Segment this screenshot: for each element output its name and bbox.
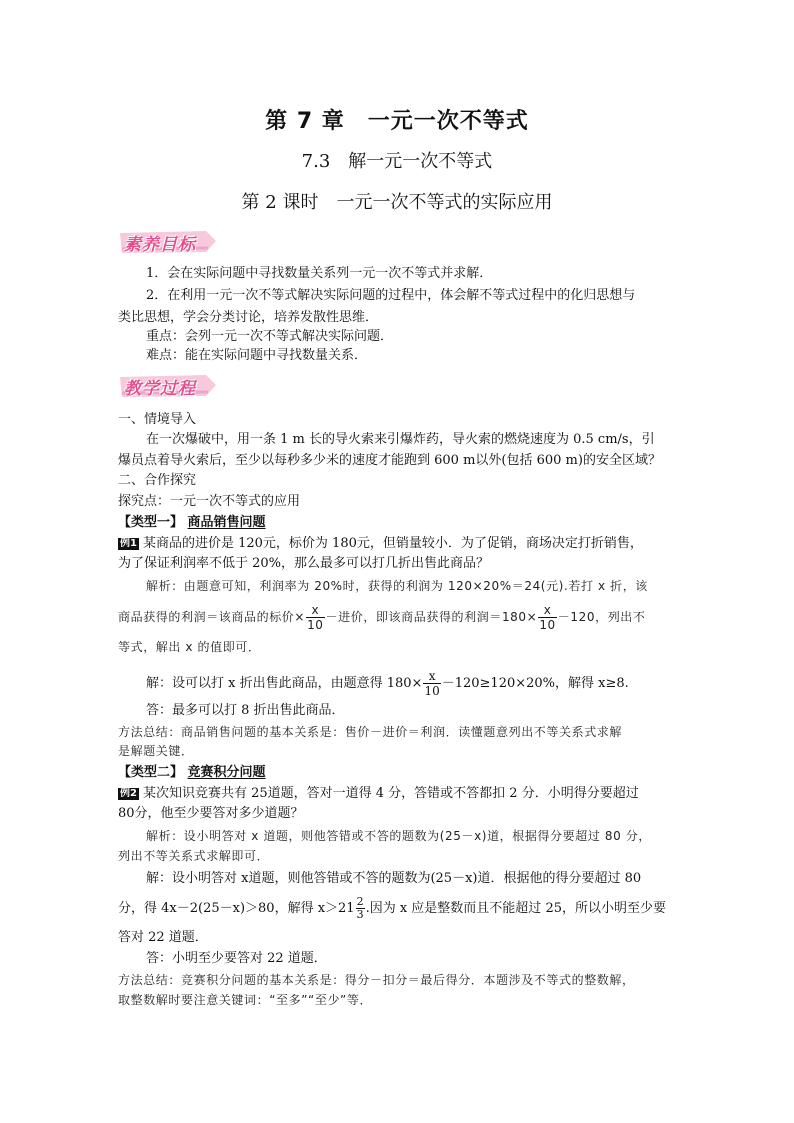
- example2-solution-line2: [118, 896, 688, 921]
- example2-solution-line1: 解：设小明答对 x道题，则他答错或不答的题数为(25－x)道．根据他的得分要超过 80: [146, 871, 642, 886]
- frac-numerator: x: [423, 669, 440, 684]
- frac-two-thirds: [356, 896, 365, 921]
- intro-text-line1: 在一次爆破中，用一条 1 m 长的导火索来引爆炸药，导火索的燃烧速度为 0.5 cm/s，引: [146, 432, 655, 447]
- fraction-x-over-10: [423, 669, 440, 698]
- frac-numerator: 2: [356, 895, 364, 908]
- example1-solution: [146, 669, 688, 698]
- solution2-text-b: .因为 x 应是整数而且不能超过 25，所以小明至少要: [365, 901, 666, 916]
- type1-heading: [118, 515, 688, 531]
- intro-text-line2: 爆员点着导火索后，至少以每秒多少米的速度才能跑到 600 m以外(包括 600 m)的安全区域？: [118, 453, 661, 468]
- explore-heading: 二、合作探究: [118, 473, 197, 488]
- example2-analysis-line1: 解析：设小明答对 x 道题，则他答错或不答的题数为(25－x)道，根据得分要超过 80 分，: [146, 829, 651, 843]
- example2-solution-line3: 答对 22 道题．: [118, 930, 208, 945]
- fraction-x-over-10: [538, 603, 556, 632]
- chapter-title: 第 7 章 一元一次不等式: [265, 109, 529, 134]
- type2-heading: [118, 765, 688, 781]
- type2-summary-line2: 取整数解时要注意关键词：“至多”“至少”等．: [118, 993, 373, 1007]
- key-point: 重点：会列一元一次不等式解决实际问题．: [146, 329, 394, 344]
- type1-title: 商品销售问题: [187, 515, 266, 530]
- type2-bracket: 【类型二】: [118, 765, 184, 780]
- example1-problem-line1: 某商品的进价是 120元，标价为 180元，但销量较小．为了促销，商场决定打折销售，: [142, 536, 643, 551]
- fraction-x-over-10: [306, 603, 324, 632]
- example2-problem-line2: 80分，他至少要答对多少道题？: [118, 806, 304, 821]
- example2-problem-line1: 某次知识竞赛共有 25道题，答对一道得 4 分，答错或不答都扣 2 分．小明得分要超过: [142, 786, 639, 801]
- solution2-text-a: 分，得 4x－2(25－x)＞80，解得 x＞21: [118, 901, 355, 916]
- example2-tag: 例2: [120, 788, 137, 799]
- type2-summary-line1: 方法总结：竞赛积分问题的基本关系是：得分－扣分＝最后得分．本题涉及不等式的整数解，: [118, 973, 635, 987]
- example2-answer: 答：小明至少要答对 22 道题．: [146, 951, 327, 966]
- goals-banner: [118, 229, 216, 253]
- analysis-text-a: 商品获得的利润＝该商品的标价×: [118, 610, 306, 624]
- type1-summary-line1: 方法总结：商品销售问题的基本关系是：售价－进价＝利润．读懂题意列出不等关系式求解: [118, 725, 623, 739]
- analysis-text-b: －进价，即该商品获得的利润＝180×: [325, 610, 538, 624]
- mixed-fraction-two-thirds: [355, 896, 366, 921]
- frac-denominator: 10: [539, 618, 556, 632]
- example1-line1: [118, 536, 688, 552]
- frac-numerator: x: [306, 603, 324, 618]
- difficulty-point: 难点：能在实际问题中寻找数量关系．: [146, 348, 368, 363]
- type1-bracket: 【类型一】: [118, 515, 184, 530]
- explore-point: 探究点：一元一次不等式的应用: [118, 494, 301, 509]
- lesson-title: 第 2 课时 一元一次不等式的实际应用: [241, 192, 553, 213]
- frac-denominator: 10: [424, 684, 440, 698]
- frac-denominator: 10: [307, 618, 324, 632]
- example2-line1: [118, 786, 688, 802]
- goal-item-2-line2: 类比思想，学会分类讨论，培养发散性思维．: [118, 310, 379, 325]
- goal-item-1: 1．会在实际问题中寻找数量关系列一元一次不等式并求解．: [146, 266, 493, 281]
- example1-answer: 答：最多可以打 8 折出售此商品．: [146, 703, 345, 718]
- type1-summary-line2: 是解题关键．: [118, 744, 194, 758]
- process-banner-label: 教学过程: [124, 379, 196, 399]
- goals-banner-label: 素养目标: [124, 235, 196, 255]
- example1-problem-line2: 为了保证利润率不低于 20%，那么最多可以打几折出售此商品？: [118, 556, 490, 571]
- solution-text-b: －120≥120×20%，解得 x≥8.: [441, 676, 629, 691]
- frac-denominator: 3: [356, 908, 364, 921]
- solution-text-a: 解：设可以打 x 折出售此商品，由题意得 180×: [146, 676, 423, 691]
- example1-analysis-line2: [118, 603, 688, 632]
- frac-numerator: x: [538, 603, 556, 618]
- example1-analysis-line3: 等式，解出 x 的值即可．: [118, 640, 261, 654]
- process-banner: [118, 373, 216, 397]
- analysis-text-c: －120，列出不: [557, 610, 646, 624]
- intro-heading: 一、情境导入: [118, 412, 197, 427]
- goal-item-2-line1: 2．在利用一元一次不等式解决实际问题的过程中，体会解不等式过程中的化归思想与: [146, 288, 636, 303]
- example1-tag: 例1: [120, 538, 137, 549]
- example2-analysis-line2: 列出不等关系式求解即可．: [118, 849, 270, 863]
- example1-analysis-line1: 解析：由题意可知，利润率为 20%时，获得的利润为 120×20%＝24(元).若打 x 折，该: [146, 579, 648, 593]
- section-title: 7.3 解一元一次不等式: [301, 151, 493, 172]
- type2-title: 竞赛积分问题: [187, 765, 266, 780]
